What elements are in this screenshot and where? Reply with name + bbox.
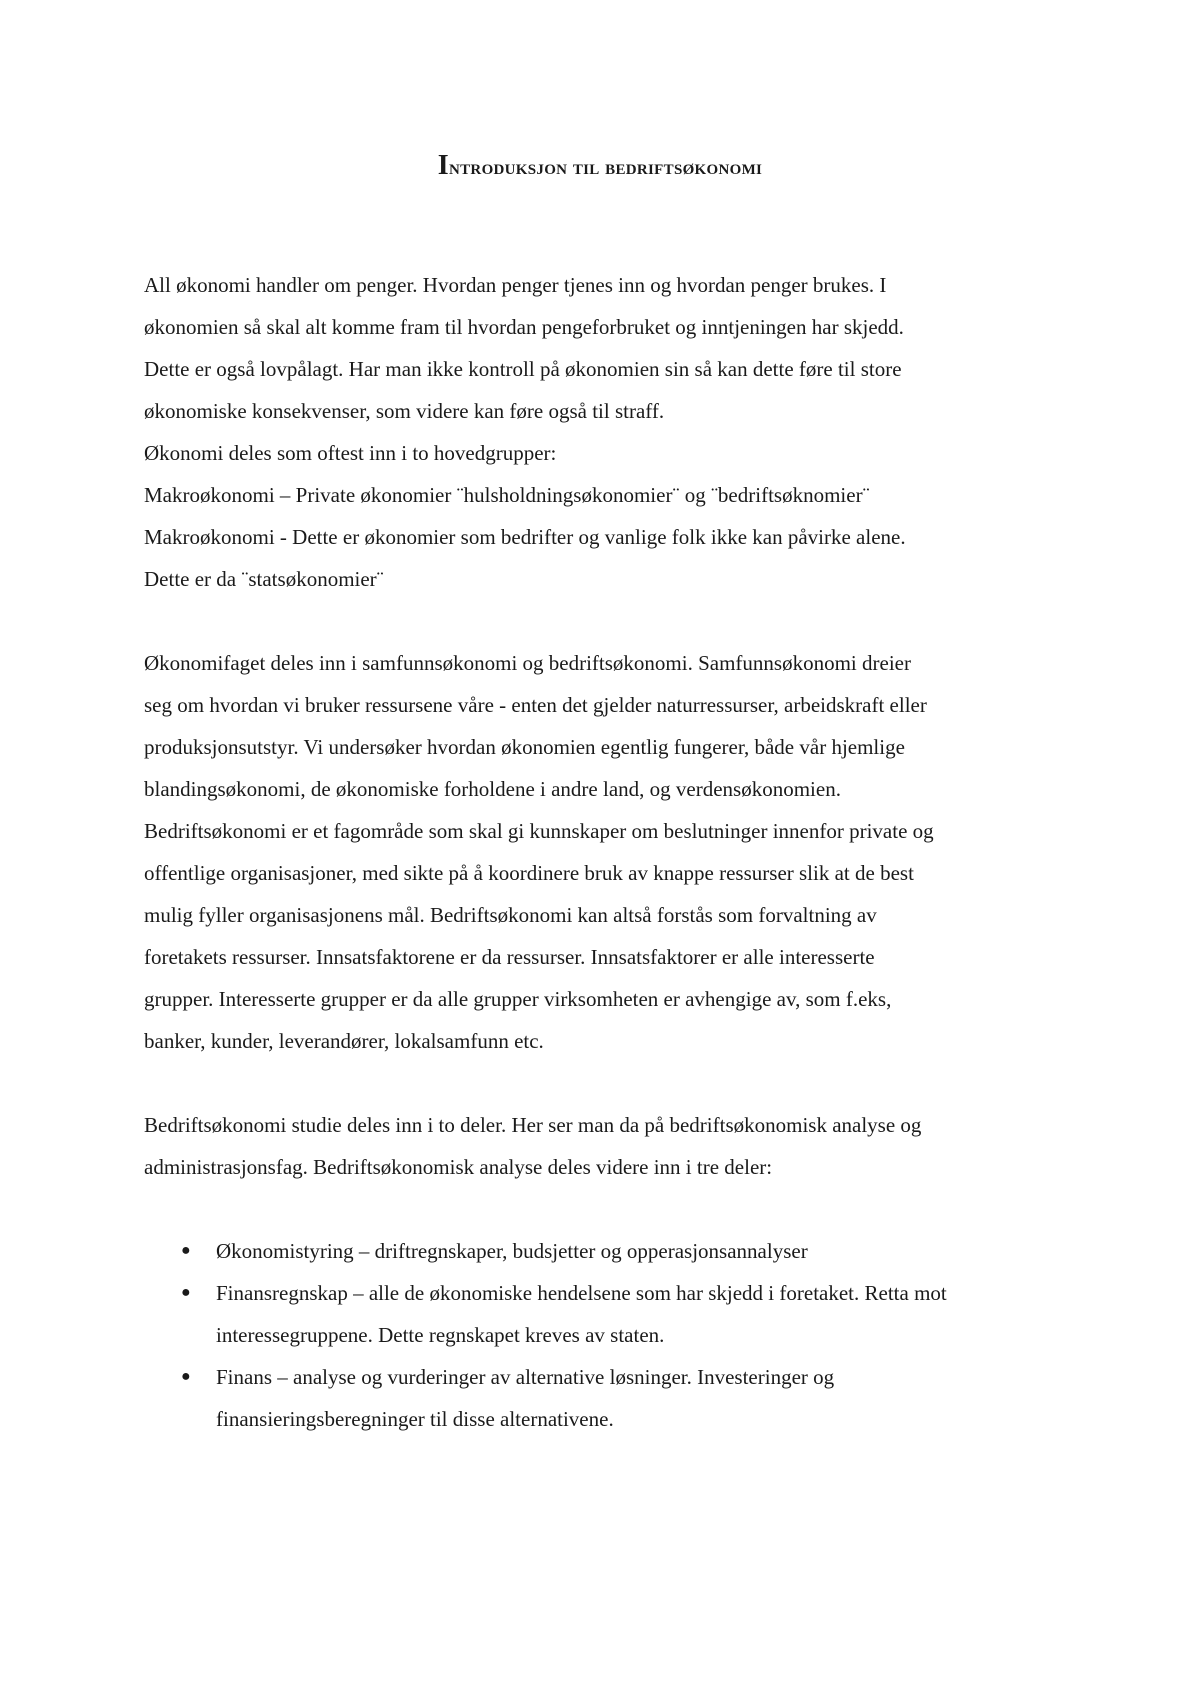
list-item bbox=[144, 1272, 1074, 1356]
text-line: offentlige organisasjoner, med sikte på å koordinere bruk av knappe ressurser slik at de best bbox=[144, 861, 914, 885]
text-line: Økonomi deles som oftest inn i to hovedgrupper: bbox=[144, 441, 557, 465]
text-line: produksjonsutstyr. Vi undersøker hvordan økonomien egentlig fungerer, både vår hjemlige bbox=[144, 735, 905, 759]
paragraph-economics bbox=[144, 642, 1074, 1062]
document-body bbox=[144, 264, 1074, 1440]
paragraph-intro bbox=[144, 264, 1074, 600]
paragraph-spacer bbox=[144, 1062, 1074, 1104]
text-line: foretakets ressurser. Innsatsfaktorene er da ressurser. Innsatsfaktorer er alle interesserte bbox=[144, 945, 875, 969]
paragraph-spacer bbox=[144, 600, 1074, 642]
paragraph-study bbox=[144, 1104, 1074, 1188]
text-line: Dette er også lovpålagt. Har man ikke kontroll på økonomien sin så kan dette føre til store bbox=[144, 357, 902, 381]
text-line: blandingsøkonomi, de økonomiske forholdene i andre land, og verdensøkonomien. bbox=[144, 777, 841, 801]
list-item-text: interessegruppene. Dette regnskapet kreves av staten. bbox=[216, 1323, 665, 1347]
list-item-text: Økonomistyring – driftregnskaper, budsjetter og opperasjonsannalyser bbox=[216, 1239, 808, 1263]
text-line: banker, kunder, leverandører, lokalsamfunn etc. bbox=[144, 1029, 544, 1053]
text-line: økonomiske konsekvenser, som videre kan føre også til straff. bbox=[144, 399, 665, 423]
text-line: Bedriftsøkonomi er et fagområde som skal gi kunnskaper om beslutninger innenfor private og bbox=[144, 819, 934, 843]
text-line: Bedriftsøkonomi studie deles inn i to deler. Her ser man da på bedriftsøkonomisk analyse og bbox=[144, 1113, 922, 1137]
bullet-list bbox=[144, 1230, 1074, 1440]
list-item-text: Finans – analyse og vurderinger av alternative løsninger. Investeringer og bbox=[216, 1365, 835, 1389]
text-line: Dette er da ¨statsøkonomier¨ bbox=[144, 567, 384, 591]
list-item bbox=[144, 1356, 1074, 1440]
text-line: mulig fyller organisasjonens mål. Bedriftsøkonomi kan altså forstås som forvaltning av bbox=[144, 903, 877, 927]
text-line: seg om hvordan vi bruker ressursene våre - enten det gjelder naturressurser, arbeidskraft eller bbox=[144, 693, 927, 717]
bullet-icon: ● bbox=[181, 1284, 191, 1301]
text-line: Makroøkonomi - Dette er økonomier som bedrifter og vanlige folk ikke kan påvirke alene. bbox=[144, 525, 906, 549]
bullet-icon: ● bbox=[181, 1368, 191, 1385]
list-item-text: Finansregnskap – alle de økonomiske hendelsene som har skjedd i foretaket. Retta mot bbox=[216, 1281, 947, 1305]
text-line: All økonomi handler om penger. Hvordan penger tjenes inn og hvordan penger brukes. I bbox=[144, 273, 887, 297]
paragraph-spacer bbox=[144, 1188, 1074, 1230]
bullet-icon: ● bbox=[181, 1242, 191, 1259]
text-line: Makroøkonomi – Private økonomier ¨hulsholdningsøkonomier¨ og ¨bedriftsøknomier¨ bbox=[144, 483, 870, 507]
list-item bbox=[144, 1230, 1074, 1272]
document-title bbox=[0, 150, 1200, 182]
text-line: administrasjonsfag. Bedriftsøkonomisk analyse deles videre inn i tre deler: bbox=[144, 1155, 773, 1179]
text-line: grupper. Interesserte grupper er da alle grupper virksomheten er avhengige av, som f.eks, bbox=[144, 987, 892, 1011]
list-item-text: finansieringsberegninger til disse alternativene. bbox=[216, 1407, 614, 1431]
text-line: økonomien så skal alt komme fram til hvordan pengeforbruket og inntjeningen har skjedd. bbox=[144, 315, 904, 339]
title-rest: ntroduksjon til bedriftsøkonomi bbox=[449, 155, 763, 179]
title-initial: I bbox=[437, 150, 449, 181]
text-line: Økonomifaget deles inn i samfunnsøkonomi og bedriftsøkonomi. Samfunnsøkonomi dreier bbox=[144, 651, 911, 675]
